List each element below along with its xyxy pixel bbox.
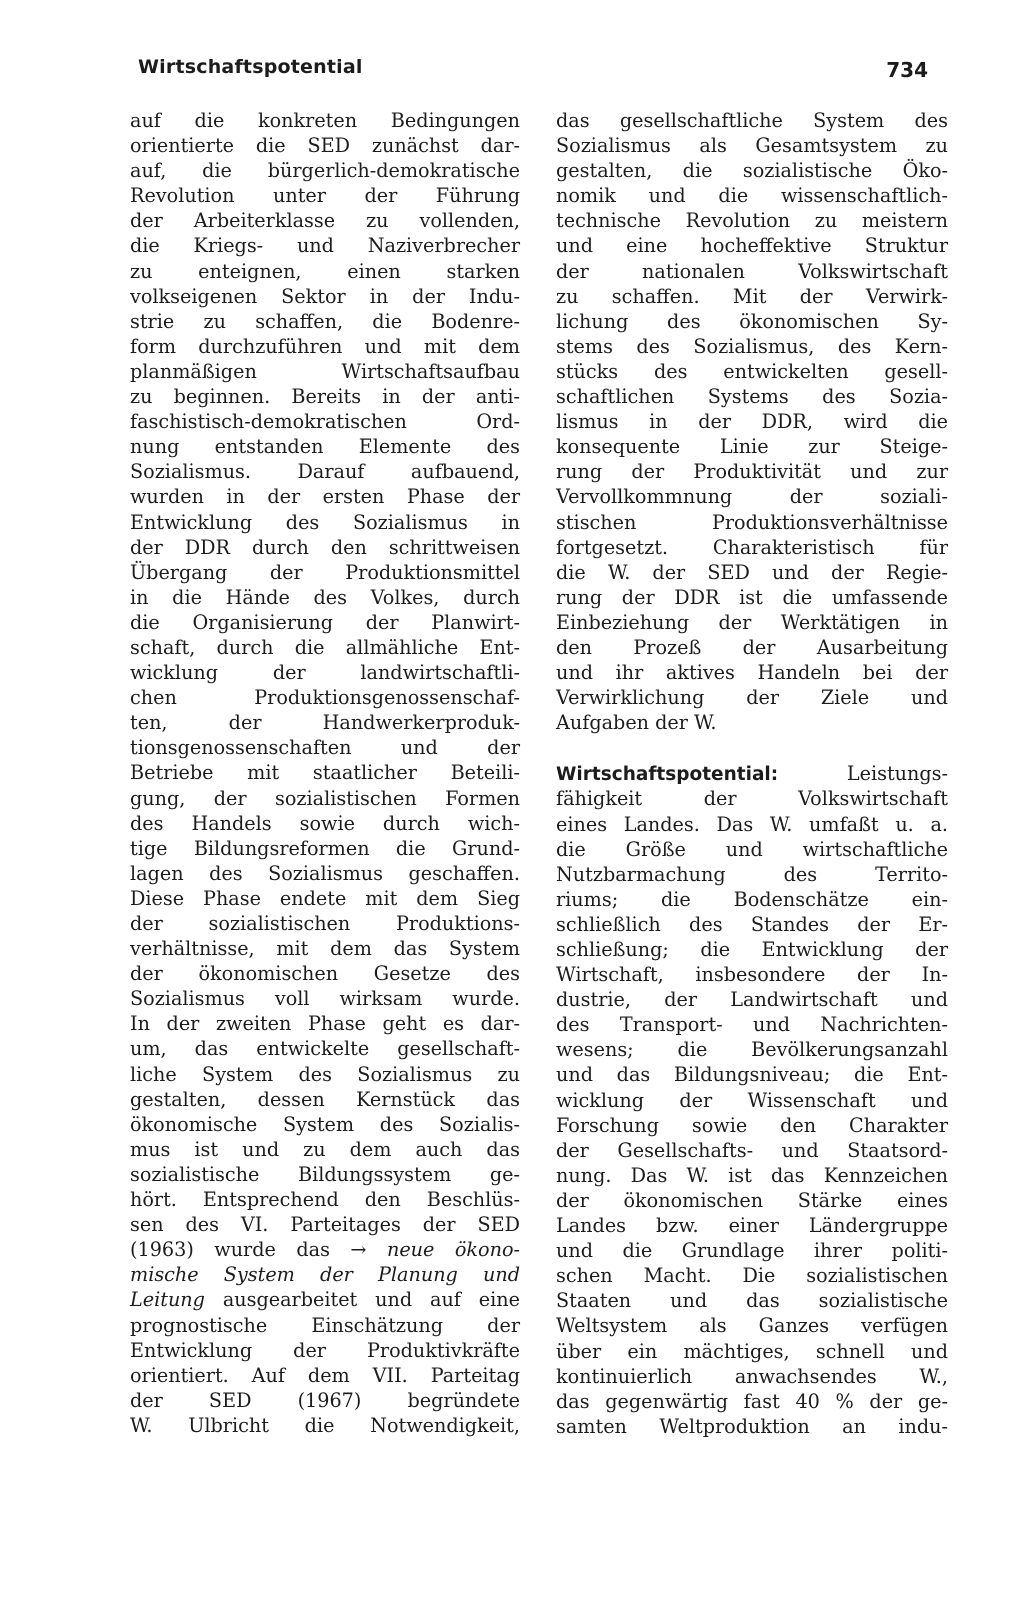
text-line: volkseigenen Sektor in der Indu- [130,284,520,308]
text-line: zu enteignen, einen starken [130,259,520,283]
right-column-body [556,108,948,735]
text-line: Betriebe mit staatlicher Beteili- [130,761,520,785]
text-line: Nutzbarmachung des Territo- [556,862,948,886]
ref-text: (1963) wurde das [130,1238,351,1262]
text-line: schen Macht. Die sozialistischen [556,1264,948,1288]
paragraph-gap [556,735,948,761]
text-line: Übergang der Produktionsmittel [130,560,520,584]
text-line: Wirtschaft, insbesondere der In- [556,963,948,987]
page-number: 734 [886,58,928,82]
cross-reference-term[interactable]: mische System der Planung und [130,1263,520,1287]
text-line: die W. der SED und der Regie- [556,560,948,584]
cross-reference-arrow-icon: → [350,1238,367,1262]
text-line-cross-reference [130,1262,520,1287]
text-line: konsequente Linie zur Steige- [556,435,948,459]
text-line: der ökonomischen Stärke eines [556,1188,948,1212]
text-line: schließlich des Standes der Er- [556,912,948,936]
text-line: mus ist und zu dem auch das [130,1137,520,1161]
text-line: hört. Entsprechend den Beschlüs- [130,1188,520,1212]
text-line: wesens; die Bevölkerungsanzahl [556,1038,948,1062]
text-line: nung entstanden Elemente des [130,435,520,459]
text-line: gestalten, dessen Kernstück das [130,1087,520,1111]
text-line: zu beginnen. Bereits in der anti- [130,385,520,409]
text-line: und eine hocheffektive Struktur [556,234,948,258]
text-line: der SED (1967) begründete [130,1388,520,1412]
left-column-body [130,108,520,1237]
text-line: lismus in der DDR, wird die [556,410,948,434]
text-line: chen Produktionsgenossenschaf- [130,686,520,710]
text-line: orientiert. Auf dem VII. Parteitag [130,1363,520,1387]
text-line: fortgesetzt. Charakteristisch für [556,535,948,559]
entry-body [556,786,948,1438]
text-line: der Gesellschafts- und Staatsord- [556,1138,948,1162]
text-line: Einbeziehung der Werktätigen in [556,610,948,634]
entry-text: Leistungs- [778,762,948,786]
text-line: Aufgaben der W. [556,711,717,735]
text-line: die Organisierung der Planwirt- [130,610,520,634]
text-line: auf, die bürgerlich-demokratische [130,159,520,183]
text-line: stischen Produktionsverhältnisse [556,510,948,534]
text-line: stems des Sozialismus, des Kern- [556,334,948,358]
text-line: kontinuierlich anwachsendes W., [556,1364,948,1388]
text-line: in die Hände des Volkes, durch [130,585,520,609]
text-line: rung der DDR ist die umfassende [556,585,948,609]
text-line: fähigkeit der Volkswirtschaft [556,787,948,811]
text-line: der sozialistischen Produktions- [130,912,520,935]
text-line: gung, der sozialistischen Formen [130,786,520,810]
cross-reference-term[interactable]: neue ökono- [386,1238,520,1262]
text-line: des Handels sowie durch wich- [130,811,520,835]
text-line: samten Weltproduktion an indu- [556,1414,948,1438]
text-line: das gesellschaftliche System des [556,109,948,132]
text-line: tionsgenossenschaften und der [130,736,520,760]
text-line: Weltsystem als Ganzes verfügen [556,1314,948,1338]
text-line: schaftlichen Systems des Sozia- [556,385,948,409]
text-line: faschistisch-demokratischen Ord- [130,410,520,434]
text-line: und die Grundlage ihrer politi- [556,1239,948,1263]
text-line: Vervollkommnung der soziali- [556,485,948,509]
text-line: Sozialismus voll wirksam wurde. [130,987,520,1011]
text-line: Diese Phase endete mit dem Sieg [130,886,520,910]
cross-reference-term[interactable]: Leitung [130,1288,205,1312]
text-line: Entwicklung der Produktivkräfte [130,1338,520,1362]
text-line: orientierte die SED zunächst dar- [130,134,520,158]
ref-text: ausgearbeitet und auf eine [204,1288,520,1312]
text-line: planmäßigen Wirtschaftsaufbau [130,359,520,383]
left-column [130,108,520,1438]
text-line: der ökonomischen Gesetze des [130,962,520,986]
entry-first-line [556,761,948,786]
text-line: Verwirklichung der Ziele und [556,686,948,710]
text-line: der nationalen Volkswirtschaft [556,259,948,283]
text-line: die Größe und wirtschaftliche [556,837,948,861]
text-line: den Prozeß der Ausarbeitung [556,635,948,659]
text-line: des Transport- und Nachrichten- [556,1013,948,1037]
text-line: ökonomische System des Sozialis- [130,1112,520,1136]
text-line: stücks des entwickelten gesell- [556,359,948,383]
text-line: nung. Das W. ist das Kennzeichen [556,1163,948,1187]
text-line-cross-reference [130,1237,520,1262]
right-column [556,108,948,1439]
text-line: gestalten, die sozialistische Öko- [556,159,948,183]
text-line: ten, der Handwerkerproduk- [130,711,520,735]
text-line: zu schaffen. Mit der Verwirk- [556,284,948,308]
text-line: auf die konkreten Bedingungen [130,109,520,132]
text-line: dustrie, der Landwirtschaft und [556,988,948,1012]
text-line-cross-reference [130,1287,520,1312]
text-line: wicklung der Wissenschaft und [556,1088,948,1112]
text-line: um, das entwickelte gesellschaft- [130,1037,520,1061]
text-line: In der zweiten Phase geht es dar- [130,1012,520,1036]
text-line: die Kriegs- und Naziverbrecher [130,234,520,258]
text-line: der Arbeiterklasse zu vollenden, [130,209,520,233]
text-line: über ein mächtiges, schnell und [556,1339,948,1363]
text-line: liche System des Sozialismus zu [130,1062,520,1086]
text-line: und ihr aktives Handeln bei der [556,661,948,685]
text-line: Staaten und das sozialistische [556,1289,948,1313]
text-line: lagen des Sozialismus geschaffen. [130,861,520,885]
left-column-tail [130,1313,520,1438]
text-line: nomik und die wissenschaftlich- [556,184,948,208]
text-line: Sozialismus als Gesamtsystem zu [556,134,948,158]
text-line: schaft, durch die allmähliche Ent- [130,635,520,659]
text-line: lichung des ökonomischen Sy- [556,309,948,333]
text-line: sozialistische Bildungssystem ge- [130,1162,520,1186]
text-line: Landes bzw. einer Ländergruppe [556,1214,948,1238]
text-line: wurden in der ersten Phase der [130,485,520,509]
running-head: Wirtschaftspotential [138,56,363,78]
text-line: schließung; die Entwicklung der [556,938,948,961]
text-line: Revolution unter der Führung [130,184,520,208]
text-line: strie zu schaffen, die Bodenre- [130,309,520,333]
text-line: wicklung der landwirtschaftli- [130,661,520,685]
text-line: Sozialismus. Darauf aufbauend, [130,460,520,484]
text-line: tige Bildungsreformen die Grund- [130,836,520,860]
text-line: und das Bildungsniveau; die Ent- [556,1063,948,1087]
text-line: form durchzuführen und mit dem [130,334,520,358]
text-line: eines Landes. Das W. umfaßt u. a. [556,812,948,836]
text-line: technische Revolution zu meistern [556,209,948,233]
text-line: rung der Produktivität und zur [556,460,948,484]
text-line: prognostische Einschätzung der [130,1313,520,1337]
text-line: W. Ulbricht die Notwendigkeit, [130,1413,520,1437]
text-line: riums; die Bodenschätze ein- [556,887,948,911]
entry-term: Wirtschaftspotential: [556,764,779,786]
page-header [132,52,944,92]
text-line: das gegenwärtig fast 40 % der ge- [556,1389,948,1413]
text-line: verhältnisse, mit dem das System [130,937,520,961]
text-line: Forschung sowie den Charakter [556,1113,948,1137]
text-line: der DDR durch den schrittweisen [130,535,520,559]
text-line: sen des VI. Parteitages der SED [130,1213,520,1237]
text-line: Entwicklung des Sozialismus in [130,510,520,534]
